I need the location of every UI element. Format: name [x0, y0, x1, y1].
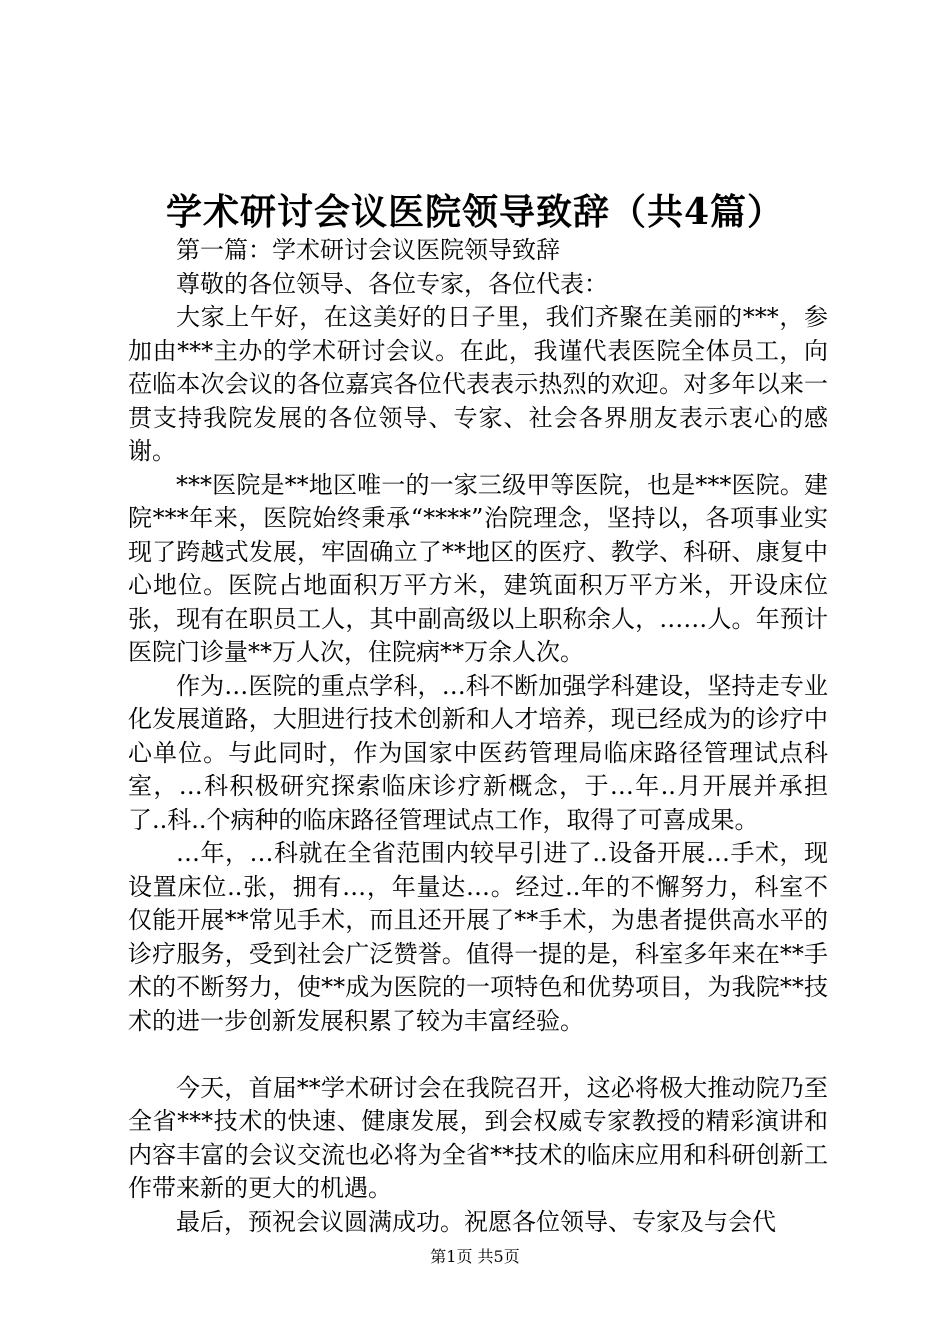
paragraph-blank	[128, 1038, 828, 1072]
paragraph-closing: 最后，预祝会议圆满成功。祝愿各位领导、专家及与会代	[176, 1207, 776, 1236]
paragraph-department-intro: 作为…医院的重点学科，…科不断加强学科建设，坚持走专业化发展道路，大胆进行技术创新和人才培养，现已经成为的诊疗中心单位。与此同时，作为国家中医药管理局临床路径管理试点科室，…科积极研究探索临床诊疗新概念，于…年..月开展并承担了..科..个病种的临床路径管理试点工作，取得了可喜成果。	[128, 671, 828, 834]
document-body	[128, 234, 828, 1239]
paragraph-conference: 今天，首届**学术研讨会在我院召开，这必将极大推动院乃至全省***技术的快速、健康发展，到会权威专家教授的精彩演讲和内容丰富的会议交流也必将为全省**技术的临床应用和科研创新工作带来新的更大的机遇。	[128, 1073, 828, 1202]
page-footer: 第1页 共5页	[430, 1247, 520, 1266]
paragraph-department-achievements: …年，…科就在全省范围内较早引进了..设备开展…手术，现设置床位..张，拥有…，年量达…。经过..年的不懈努力，科室不仅能开展**常见手术，而且还开展了**手术，为患者提供高水平的诊疗服务，受到社会广泛赞誉。值得一提的是，科室多年来在**手术的不断努力，使**成为医院的一项特色和优势项目，为我院**技术的进一步创新发展积累了较为丰富经验。	[128, 839, 828, 1035]
document-title: 学术研讨会议医院领导致辞（共4篇）	[165, 191, 785, 233]
paragraph-hospital-intro: ***医院是**地区唯一的一家三级甲等医院，也是***医院。建院***年来，医院始终秉承“****”治院理念，坚持以，各项事业实现了跨越式发展，牢固确立了**地区的医疗、教学、科研、康复中心地位。医院占地面积万平方米，建筑面积万平方米，开设床位张，现有在职员工人，其中副高级以上职称余人，……人。年预计医院门诊量**万人次，住院病**万余人次。	[128, 470, 828, 666]
paragraph-salutation: 尊敬的各位领导、各位专家，各位代表：	[176, 269, 608, 298]
paragraph-section-heading: 第一篇：学术研讨会议医院领导致辞	[176, 236, 560, 264]
paragraph-welcome: 大家上午好，在这美好的日子里，我们齐聚在美丽的***，参加由***主办的学术研讨会议。在此，我谨代表医院全体员工，向莅临本次会议的各位嘉宾各位代表表示热烈的欢迎。对多年以来一贯支持我院发展的各位领导、专家、社会各界朋友表示衷心的感谢。	[128, 303, 828, 465]
